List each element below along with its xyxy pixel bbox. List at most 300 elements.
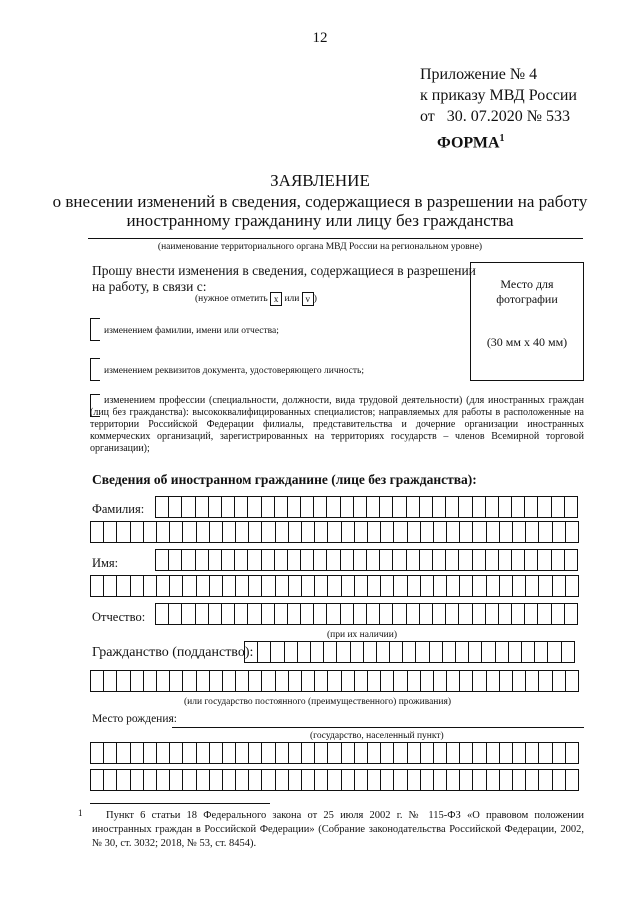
- patronymic-cells-row[interactable]: [155, 603, 577, 625]
- char-cell[interactable]: [406, 496, 420, 518]
- char-cell[interactable]: [209, 742, 223, 764]
- char-cell[interactable]: [103, 670, 117, 692]
- char-cell[interactable]: [525, 742, 539, 764]
- char-cell[interactable]: [565, 521, 579, 543]
- char-cell[interactable]: [287, 496, 301, 518]
- char-cell[interactable]: [350, 641, 364, 663]
- char-cell[interactable]: [472, 575, 486, 597]
- option-checkbox-name-change[interactable]: [90, 318, 100, 341]
- char-cell[interactable]: [274, 496, 288, 518]
- char-cell[interactable]: [156, 742, 170, 764]
- char-cell[interactable]: [261, 603, 275, 625]
- option-checkbox-document-change[interactable]: [90, 358, 100, 381]
- char-cell[interactable]: [300, 496, 314, 518]
- char-cell[interactable]: [288, 521, 302, 543]
- char-cell[interactable]: [300, 603, 314, 625]
- char-cell[interactable]: [274, 549, 288, 571]
- char-cell[interactable]: [300, 549, 314, 571]
- char-cell[interactable]: [552, 521, 566, 543]
- char-cell[interactable]: [340, 496, 354, 518]
- surname-cells-row-2[interactable]: [90, 521, 578, 543]
- char-cell[interactable]: [445, 603, 459, 625]
- char-cell[interactable]: [116, 521, 130, 543]
- char-cell[interactable]: [90, 521, 104, 543]
- char-cell[interactable]: [327, 670, 341, 692]
- char-cell[interactable]: [327, 521, 341, 543]
- char-cell[interactable]: [407, 521, 421, 543]
- char-cell[interactable]: [103, 521, 117, 543]
- char-cell[interactable]: [499, 670, 513, 692]
- char-cell[interactable]: [551, 549, 565, 571]
- char-cell[interactable]: [481, 641, 495, 663]
- char-cell[interactable]: [353, 549, 367, 571]
- char-cell[interactable]: [420, 742, 434, 764]
- char-cell[interactable]: [393, 742, 407, 764]
- char-cell[interactable]: [195, 603, 209, 625]
- birthplace-line[interactable]: [172, 727, 584, 728]
- char-cell[interactable]: [552, 742, 566, 764]
- char-cell[interactable]: [459, 575, 473, 597]
- char-cell[interactable]: [551, 496, 565, 518]
- char-cell[interactable]: [379, 603, 393, 625]
- char-cell[interactable]: [323, 641, 337, 663]
- char-cell[interactable]: [367, 521, 381, 543]
- char-cell[interactable]: [182, 769, 196, 791]
- char-cell[interactable]: [366, 603, 380, 625]
- char-cell[interactable]: [561, 641, 575, 663]
- char-cell[interactable]: [393, 670, 407, 692]
- char-cell[interactable]: [341, 670, 355, 692]
- char-cell[interactable]: [379, 549, 393, 571]
- birthplace-cells-row-2[interactable]: [90, 769, 578, 791]
- char-cell[interactable]: [446, 670, 460, 692]
- char-cell[interactable]: [196, 670, 210, 692]
- char-cell[interactable]: [288, 670, 302, 692]
- char-cell[interactable]: [116, 769, 130, 791]
- char-cell[interactable]: [524, 496, 538, 518]
- char-cell[interactable]: [116, 670, 130, 692]
- char-cell[interactable]: [209, 575, 223, 597]
- char-cell[interactable]: [275, 521, 289, 543]
- char-cell[interactable]: [222, 521, 236, 543]
- char-cell[interactable]: [314, 769, 328, 791]
- char-cell[interactable]: [248, 670, 262, 692]
- char-cell[interactable]: [340, 549, 354, 571]
- char-cell[interactable]: [419, 549, 433, 571]
- char-cell[interactable]: [458, 603, 472, 625]
- char-cell[interactable]: [196, 742, 210, 764]
- char-cell[interactable]: [537, 603, 551, 625]
- char-cell[interactable]: [406, 603, 420, 625]
- char-cell[interactable]: [222, 670, 236, 692]
- char-cell[interactable]: [130, 742, 144, 764]
- char-cell[interactable]: [287, 603, 301, 625]
- char-cell[interactable]: [208, 549, 222, 571]
- char-cell[interactable]: [486, 742, 500, 764]
- surname-cells-row-1[interactable]: [155, 496, 577, 518]
- char-cell[interactable]: [367, 575, 381, 597]
- char-cell[interactable]: [221, 496, 235, 518]
- char-cell[interactable]: [499, 575, 513, 597]
- char-cell[interactable]: [155, 549, 169, 571]
- char-cell[interactable]: [419, 496, 433, 518]
- char-cell[interactable]: [376, 641, 390, 663]
- char-cell[interactable]: [287, 549, 301, 571]
- char-cell[interactable]: [458, 549, 472, 571]
- char-cell[interactable]: [380, 575, 394, 597]
- char-cell[interactable]: [261, 769, 275, 791]
- char-cell[interactable]: [143, 521, 157, 543]
- char-cell[interactable]: [181, 603, 195, 625]
- char-cell[interactable]: [182, 521, 196, 543]
- char-cell[interactable]: [248, 521, 262, 543]
- char-cell[interactable]: [459, 769, 473, 791]
- char-cell[interactable]: [326, 549, 340, 571]
- char-cell[interactable]: [235, 521, 249, 543]
- char-cell[interactable]: [459, 742, 473, 764]
- char-cell[interactable]: [301, 521, 315, 543]
- char-cell[interactable]: [433, 670, 447, 692]
- char-cell[interactable]: [103, 769, 117, 791]
- char-cell[interactable]: [551, 603, 565, 625]
- char-cell[interactable]: [468, 641, 482, 663]
- char-cell[interactable]: [407, 670, 421, 692]
- char-cell[interactable]: [261, 575, 275, 597]
- char-cell[interactable]: [512, 575, 526, 597]
- char-cell[interactable]: [130, 769, 144, 791]
- char-cell[interactable]: [498, 603, 512, 625]
- char-cell[interactable]: [367, 742, 381, 764]
- char-cell[interactable]: [433, 769, 447, 791]
- char-cell[interactable]: [354, 769, 368, 791]
- char-cell[interactable]: [196, 769, 210, 791]
- char-cell[interactable]: [525, 670, 539, 692]
- char-cell[interactable]: [209, 670, 223, 692]
- char-cell[interactable]: [446, 575, 460, 597]
- char-cell[interactable]: [234, 603, 248, 625]
- char-cell[interactable]: [407, 742, 421, 764]
- char-cell[interactable]: [458, 496, 472, 518]
- char-cell[interactable]: [90, 670, 104, 692]
- char-cell[interactable]: [512, 521, 526, 543]
- char-cell[interactable]: [472, 521, 486, 543]
- char-cell[interactable]: [537, 496, 551, 518]
- char-cell[interactable]: [472, 603, 486, 625]
- char-cell[interactable]: [508, 641, 522, 663]
- char-cell[interactable]: [116, 742, 130, 764]
- char-cell[interactable]: [130, 521, 144, 543]
- char-cell[interactable]: [222, 575, 236, 597]
- char-cell[interactable]: [389, 641, 403, 663]
- char-cell[interactable]: [486, 575, 500, 597]
- char-cell[interactable]: [547, 641, 561, 663]
- char-cell[interactable]: [379, 496, 393, 518]
- char-cell[interactable]: [235, 670, 249, 692]
- char-cell[interactable]: [327, 769, 341, 791]
- char-cell[interactable]: [182, 575, 196, 597]
- char-cell[interactable]: [445, 496, 459, 518]
- char-cell[interactable]: [261, 521, 275, 543]
- char-cell[interactable]: [222, 769, 236, 791]
- char-cell[interactable]: [284, 641, 298, 663]
- char-cell[interactable]: [354, 742, 368, 764]
- char-cell[interactable]: [326, 603, 340, 625]
- char-cell[interactable]: [155, 496, 169, 518]
- char-cell[interactable]: [380, 769, 394, 791]
- char-cell[interactable]: [511, 496, 525, 518]
- char-cell[interactable]: [235, 769, 249, 791]
- char-cell[interactable]: [209, 521, 223, 543]
- char-cell[interactable]: [195, 549, 209, 571]
- char-cell[interactable]: [420, 769, 434, 791]
- char-cell[interactable]: [552, 769, 566, 791]
- char-cell[interactable]: [393, 575, 407, 597]
- char-cell[interactable]: [314, 575, 328, 597]
- char-cell[interactable]: [208, 603, 222, 625]
- citizenship-cells-row-2[interactable]: [90, 670, 578, 692]
- char-cell[interactable]: [169, 742, 183, 764]
- char-cell[interactable]: [235, 575, 249, 597]
- char-cell[interactable]: [196, 575, 210, 597]
- char-cell[interactable]: [367, 670, 381, 692]
- char-cell[interactable]: [301, 575, 315, 597]
- char-cell[interactable]: [143, 670, 157, 692]
- char-cell[interactable]: [341, 521, 355, 543]
- char-cell[interactable]: [327, 742, 341, 764]
- char-cell[interactable]: [222, 742, 236, 764]
- char-cell[interactable]: [446, 769, 460, 791]
- char-cell[interactable]: [524, 603, 538, 625]
- char-cell[interactable]: [247, 603, 261, 625]
- char-cell[interactable]: [455, 641, 469, 663]
- char-cell[interactable]: [537, 549, 551, 571]
- char-cell[interactable]: [521, 641, 535, 663]
- char-cell[interactable]: [432, 603, 446, 625]
- char-cell[interactable]: [261, 496, 275, 518]
- char-cell[interactable]: [182, 742, 196, 764]
- char-cell[interactable]: [313, 549, 327, 571]
- char-cell[interactable]: [472, 742, 486, 764]
- char-cell[interactable]: [366, 496, 380, 518]
- char-cell[interactable]: [524, 549, 538, 571]
- char-cell[interactable]: [314, 742, 328, 764]
- char-cell[interactable]: [380, 670, 394, 692]
- char-cell[interactable]: [485, 496, 499, 518]
- char-cell[interactable]: [380, 742, 394, 764]
- char-cell[interactable]: [565, 575, 579, 597]
- char-cell[interactable]: [155, 603, 169, 625]
- char-cell[interactable]: [429, 641, 443, 663]
- char-cell[interactable]: [511, 603, 525, 625]
- char-cell[interactable]: [445, 549, 459, 571]
- char-cell[interactable]: [433, 521, 447, 543]
- char-cell[interactable]: [486, 670, 500, 692]
- char-cell[interactable]: [169, 521, 183, 543]
- char-cell[interactable]: [313, 496, 327, 518]
- char-cell[interactable]: [459, 521, 473, 543]
- char-cell[interactable]: [538, 521, 552, 543]
- char-cell[interactable]: [407, 769, 421, 791]
- char-cell[interactable]: [103, 742, 117, 764]
- char-cell[interactable]: [275, 769, 289, 791]
- char-cell[interactable]: [472, 549, 486, 571]
- char-cell[interactable]: [234, 496, 248, 518]
- char-cell[interactable]: [103, 575, 117, 597]
- char-cell[interactable]: [261, 742, 275, 764]
- char-cell[interactable]: [564, 603, 578, 625]
- char-cell[interactable]: [393, 521, 407, 543]
- char-cell[interactable]: [564, 549, 578, 571]
- char-cell[interactable]: [143, 742, 157, 764]
- char-cell[interactable]: [564, 496, 578, 518]
- char-cell[interactable]: [341, 742, 355, 764]
- char-cell[interactable]: [143, 769, 157, 791]
- char-cell[interactable]: [353, 603, 367, 625]
- char-cell[interactable]: [446, 521, 460, 543]
- char-cell[interactable]: [354, 575, 368, 597]
- char-cell[interactable]: [275, 575, 289, 597]
- char-cell[interactable]: [525, 769, 539, 791]
- char-cell[interactable]: [195, 496, 209, 518]
- citizenship-cells-row-1[interactable]: [244, 641, 574, 663]
- char-cell[interactable]: [354, 670, 368, 692]
- char-cell[interactable]: [314, 670, 328, 692]
- char-cell[interactable]: [310, 641, 324, 663]
- char-cell[interactable]: [565, 742, 579, 764]
- char-cell[interactable]: [538, 670, 552, 692]
- name-cells-row-2[interactable]: [90, 575, 578, 597]
- char-cell[interactable]: [407, 575, 421, 597]
- char-cell[interactable]: [248, 742, 262, 764]
- char-cell[interactable]: [472, 496, 486, 518]
- char-cell[interactable]: [208, 496, 222, 518]
- char-cell[interactable]: [486, 769, 500, 791]
- char-cell[interactable]: [392, 496, 406, 518]
- char-cell[interactable]: [565, 670, 579, 692]
- char-cell[interactable]: [353, 496, 367, 518]
- char-cell[interactable]: [247, 496, 261, 518]
- char-cell[interactable]: [168, 496, 182, 518]
- char-cell[interactable]: [168, 549, 182, 571]
- char-cell[interactable]: [301, 769, 315, 791]
- char-cell[interactable]: [297, 641, 311, 663]
- char-cell[interactable]: [181, 496, 195, 518]
- char-cell[interactable]: [130, 575, 144, 597]
- char-cell[interactable]: [380, 521, 394, 543]
- char-cell[interactable]: [181, 549, 195, 571]
- char-cell[interactable]: [538, 742, 552, 764]
- char-cell[interactable]: [402, 641, 416, 663]
- char-cell[interactable]: [288, 742, 302, 764]
- char-cell[interactable]: [498, 496, 512, 518]
- char-cell[interactable]: [511, 549, 525, 571]
- char-cell[interactable]: [538, 769, 552, 791]
- char-cell[interactable]: [552, 670, 566, 692]
- char-cell[interactable]: [221, 603, 235, 625]
- char-cell[interactable]: [367, 769, 381, 791]
- char-cell[interactable]: [248, 769, 262, 791]
- char-cell[interactable]: [341, 575, 355, 597]
- char-cell[interactable]: [130, 670, 144, 692]
- char-cell[interactable]: [420, 575, 434, 597]
- char-cell[interactable]: [446, 742, 460, 764]
- char-cell[interactable]: [327, 575, 341, 597]
- char-cell[interactable]: [169, 769, 183, 791]
- char-cell[interactable]: [525, 575, 539, 597]
- char-cell[interactable]: [275, 742, 289, 764]
- char-cell[interactable]: [499, 769, 513, 791]
- char-cell[interactable]: [90, 742, 104, 764]
- char-cell[interactable]: [221, 549, 235, 571]
- char-cell[interactable]: [499, 521, 513, 543]
- char-cell[interactable]: [363, 641, 377, 663]
- char-cell[interactable]: [565, 769, 579, 791]
- char-cell[interactable]: [288, 769, 302, 791]
- char-cell[interactable]: [156, 521, 170, 543]
- char-cell[interactable]: [486, 521, 500, 543]
- char-cell[interactable]: [485, 549, 499, 571]
- char-cell[interactable]: [248, 575, 262, 597]
- char-cell[interactable]: [420, 521, 434, 543]
- char-cell[interactable]: [156, 670, 170, 692]
- char-cell[interactable]: [169, 670, 183, 692]
- char-cell[interactable]: [432, 549, 446, 571]
- char-cell[interactable]: [406, 549, 420, 571]
- char-cell[interactable]: [336, 641, 350, 663]
- char-cell[interactable]: [209, 769, 223, 791]
- char-cell[interactable]: [392, 603, 406, 625]
- char-cell[interactable]: [90, 769, 104, 791]
- char-cell[interactable]: [143, 575, 157, 597]
- char-cell[interactable]: [419, 603, 433, 625]
- char-cell[interactable]: [420, 670, 434, 692]
- char-cell[interactable]: [257, 641, 271, 663]
- char-cell[interactable]: [314, 521, 328, 543]
- char-cell[interactable]: [261, 670, 275, 692]
- char-cell[interactable]: [340, 603, 354, 625]
- char-cell[interactable]: [261, 549, 275, 571]
- char-cell[interactable]: [499, 742, 513, 764]
- char-cell[interactable]: [512, 742, 526, 764]
- char-cell[interactable]: [168, 603, 182, 625]
- char-cell[interactable]: [472, 670, 486, 692]
- char-cell[interactable]: [234, 549, 248, 571]
- char-cell[interactable]: [534, 641, 548, 663]
- char-cell[interactable]: [495, 641, 509, 663]
- name-cells-row-1[interactable]: [155, 549, 577, 571]
- char-cell[interactable]: [270, 641, 284, 663]
- char-cell[interactable]: [512, 670, 526, 692]
- char-cell[interactable]: [244, 641, 258, 663]
- char-cell[interactable]: [326, 496, 340, 518]
- char-cell[interactable]: [156, 769, 170, 791]
- char-cell[interactable]: [525, 521, 539, 543]
- char-cell[interactable]: [433, 575, 447, 597]
- char-cell[interactable]: [247, 549, 261, 571]
- char-cell[interactable]: [366, 549, 380, 571]
- char-cell[interactable]: [485, 603, 499, 625]
- char-cell[interactable]: [432, 496, 446, 518]
- char-cell[interactable]: [301, 742, 315, 764]
- authority-line[interactable]: [88, 238, 583, 239]
- char-cell[interactable]: [313, 603, 327, 625]
- char-cell[interactable]: [288, 575, 302, 597]
- char-cell[interactable]: [392, 549, 406, 571]
- char-cell[interactable]: [341, 769, 355, 791]
- char-cell[interactable]: [472, 769, 486, 791]
- char-cell[interactable]: [196, 521, 210, 543]
- char-cell[interactable]: [90, 575, 104, 597]
